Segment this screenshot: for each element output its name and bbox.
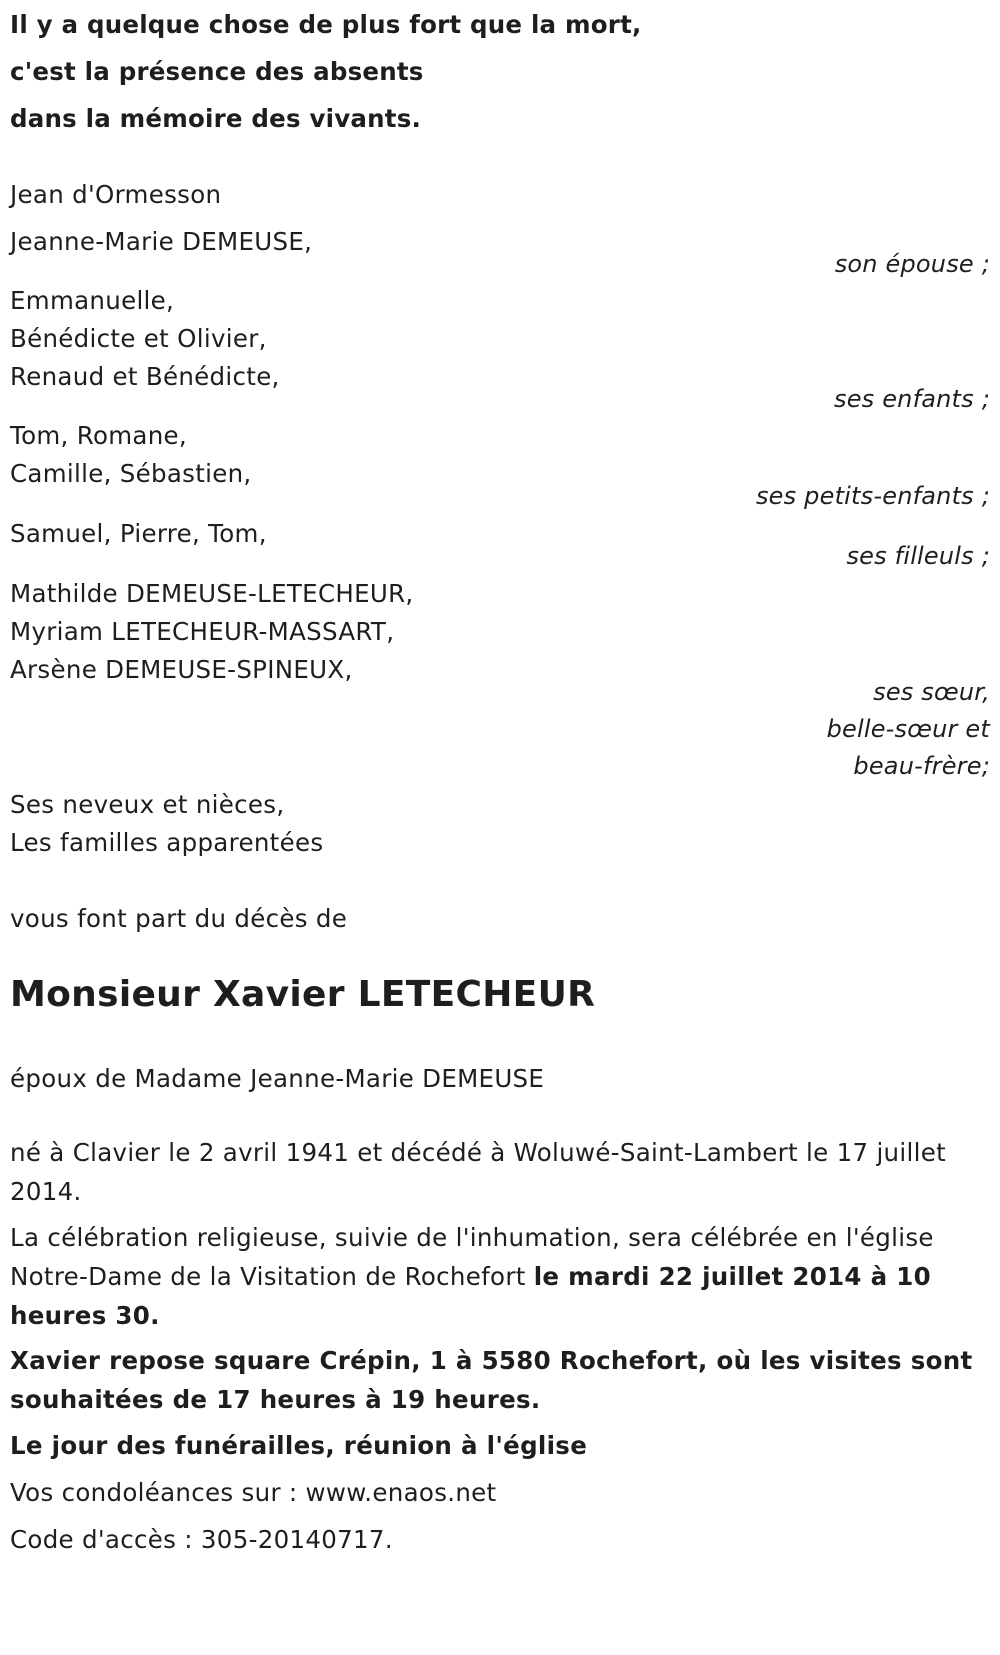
sibling-name: Mathilde DEMEUSE-LETECHEUR, [10, 579, 414, 608]
access-code-line: Code d'accès : 305-20140717. [10, 1525, 393, 1554]
spouse-line: époux de Madame Jeanne-Marie DEMEUSE [10, 1064, 545, 1093]
ceremony-date: le mardi 22 juillet 2014 à 10 heures 30. [10, 1262, 931, 1330]
child-name: Bénédicte et Olivier, [10, 324, 267, 353]
spouse-role: son épouse ; [834, 250, 990, 278]
quote-line-3: dans la mémoire des vivants. [10, 104, 421, 133]
quote-author: Jean d'Ormesson [10, 180, 222, 209]
siblings-role-line: beau-frère; [853, 752, 990, 780]
siblings-role-line: belle-sœur et [826, 715, 990, 743]
godchildren-role: ses filleuls ; [846, 542, 990, 570]
funeral-day-paragraph: Le jour des funérailles, réunion à l'église [10, 1431, 588, 1460]
ceremony-text: La célébration religieuse, suivie de l'inhumation, sera célébrée en l'église Notre-Dame de la Visitation de Rochefort [10, 1223, 934, 1291]
others-line: Ses neveux et nièces, [10, 790, 285, 819]
visits-paragraph: Xavier repose square Crépin, 1 à 5580 Rochefort, où les visites sont souhaitées de 17 heures à 19 heures. [10, 1346, 973, 1414]
quote-line-2: c'est la présence des absents [10, 57, 424, 86]
child-name: Renaud et Bénédicte, [10, 362, 280, 391]
children-role: ses enfants ; [834, 385, 990, 413]
deceased-name: Monsieur Xavier LETECHEUR [10, 974, 596, 1015]
child-name: Emmanuelle, [10, 286, 175, 315]
ceremony-paragraph [10, 1218, 990, 1335]
godchild-name: Samuel, Pierre, Tom, [10, 519, 267, 548]
grandchild-name: Tom, Romane, [10, 421, 188, 450]
siblings-role-line: ses sœur, [873, 678, 990, 706]
others-line: Les familles apparentées [10, 828, 324, 857]
spouse-name: Jeanne-Marie DEMEUSE, [10, 227, 313, 256]
grandchild-name: Camille, Sébastien, [10, 459, 252, 488]
condolences-line: Vos condoléances sur : www.enaos.net [10, 1478, 497, 1507]
sibling-name: Arsène DEMEUSE-SPINEUX, [10, 655, 353, 684]
sibling-name: Myriam LETECHEUR-MASSART, [10, 617, 395, 646]
birth-death-paragraph: né à Clavier le 2 avril 1941 et décédé à Woluwé-Saint-Lambert le 17 juillet 2014. [10, 1138, 946, 1206]
announcement: vous font part du décès de [10, 904, 348, 933]
quote-line-1: Il y a quelque chose de plus fort que la mort, [10, 10, 642, 39]
grandchildren-role: ses petits-enfants ; [755, 482, 990, 510]
